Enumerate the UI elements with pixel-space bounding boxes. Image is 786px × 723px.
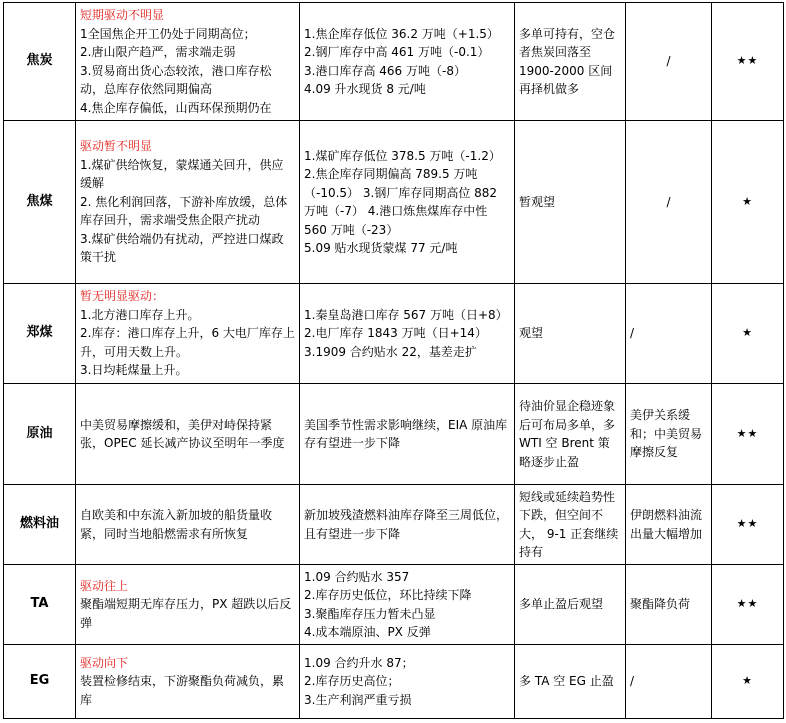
driver-cell [76,384,300,485]
commodity-name: 燃料油 [4,485,76,565]
rating-stars: ★ [712,645,784,719]
inventory-line: 4.09 升水现货 8 元/吨 [304,82,426,96]
inventory-line: 2.库存历史低位，环比持续下降 [304,588,472,602]
single-strategy: 待油价显企稳迹象后可布局多单，多 WTI 空 Brent 策略逐步止盈 [515,384,626,485]
factor-line: 3.煤矿供给端仍有扰动，严控进口煤政策干扰 [80,231,284,265]
factor-line: 2. 焦化利润回落，下游补库放缓，总体库存回升，需求端受焦企限产扰动 [80,194,288,228]
factor-line: 4.焦企库存偏低，山西环保预期仍在 [80,100,272,115]
inventory-cell [300,384,515,485]
table-row [4,565,784,645]
driver-label: 暂无明显驱动： [80,289,165,304]
rating-stars: ★★ [712,485,784,565]
factor-line: 自欧美和中东流入新加坡的船货量收紧，同时当地船燃需求有所恢复 [80,508,273,541]
inventory-line: 1.09 合约贴水 357 [304,569,410,584]
driver-cell [76,284,300,384]
factor-line: 1全国焦企开工仍处于同期高位； [80,26,256,41]
factor-line: 装置检修结束，下游聚酯负荷减负，累库 [80,674,285,707]
rating-stars: ★★ [712,384,784,485]
commodity-name: 焦炭 [4,3,76,121]
single-strategy: 多 TA 空 EG 止盈 [515,645,626,719]
factor-line: 1.煤矿供给恢复，蒙煤通关回升，供应缓解 [80,157,284,191]
inventory-line: 3.生产利润严重亏损 [304,692,412,707]
factor-line: 2.库存：港口库存上升，6 大电厂库存上升，可用天数上升。 [80,326,295,359]
commodity-name: EG [4,645,76,719]
inventory-line: 1.煤矿库存低位 378.5 万吨（-1.2） [304,148,501,163]
arbitrage-strategy: / [626,3,712,121]
inventory-cell [300,121,515,284]
table-row [4,384,784,485]
arbitrage-strategy: / [626,284,712,384]
arbitrage-strategy: / [626,121,712,284]
inventory-line: 3.港口库存高 466 万吨（-8） [304,63,466,78]
driver-cell [76,645,300,719]
single-strategy: 多单可持有，空仓者焦炭回落至 1900-2000 区间再择机做多 [515,3,626,121]
inventory-line: 5.09 贴水现货蒙煤 77 元/吨 [304,241,458,255]
table-row [4,121,784,284]
inventory-line: 1.秦皇岛港口库存 567 万吨（日+8） [304,307,508,322]
factor-line: 聚酯端短期无库存压力，PX 超跌以后反弹 [80,597,292,630]
commodity-name: 原油 [4,384,76,485]
driver-cell [76,565,300,645]
arbitrage-strategy: 聚酯降负荷 [626,565,712,645]
inventory-cell [300,565,515,645]
inventory-line: 3.1909 合约贴水 22，基差走扩 [304,344,477,359]
inventory-line: 4.成本端原油、PX 反弹 [304,625,431,639]
commodity-name: TA [4,565,76,645]
arbitrage-strategy: 美伊关系缓和；中美贸易摩擦反复 [626,384,712,485]
inventory-line: 美国季节性需求影响继续，EIA 原油库存有望进一步下降 [304,417,508,450]
driver-cell [76,3,300,121]
driver-label: 驱动往上 [80,578,129,593]
driver-label: 驱动向下 [80,655,129,670]
single-strategy: 短线或延续趋势性下跌，但空间不大， 9-1 正套继续持有 [515,485,626,565]
factor-line: 1.北方港口库存上升。 [80,307,200,322]
inventory-line: 2.钢厂库存中高 461 万吨（-0.1） [304,45,490,59]
inventory-line: 2.电厂库存 1843 万吨（日+14） [304,326,487,341]
inventory-line: 3.聚酯库存压力暂未凸显 [304,606,436,621]
single-strategy: 暂观望 [515,121,626,284]
strategy-table [3,2,784,719]
inventory-cell [300,3,515,121]
commodity-name: 焦煤 [4,121,76,284]
inventory-line: 1.焦企库存低位 36.2 万吨（+1.5） [304,26,499,41]
inventory-cell [300,284,515,384]
inventory-line: 新加坡残渣燃料油库存降至三周低位，且有望进一步下降 [304,508,509,541]
inventory-line: 2.焦企库存同期偏高 789.5 万吨（-10.5） 3.钢厂库存同期高位 882 万吨（-7） 4.港口炼焦煤库存中性 560 万吨（-23） [304,167,498,237]
rating-stars: ★★ [712,3,784,121]
inventory-cell [300,485,515,565]
commodity-name: 郑煤 [4,284,76,384]
table-row [4,645,784,719]
factor-line: 3.贸易商出货心态较浓，港口库存松动，总库存依然同期偏高 [80,63,272,96]
single-strategy: 多单止盈后观望 [515,565,626,645]
driver-cell [76,485,300,565]
table-row [4,485,784,565]
arbitrage-strategy: / [626,645,712,719]
inventory-line: 1.09 合约升水 87； [304,655,414,670]
table-row [4,3,784,121]
factor-line: 3.日均耗煤量上升。 [80,363,188,378]
driver-cell [76,121,300,284]
driver-label: 短期驱动不明显 [80,8,165,22]
rating-stars: ★★ [712,565,784,645]
factor-line: 2.唐山限产趋严，需求端走弱 [80,45,236,59]
single-strategy: 观望 [515,284,626,384]
inventory-cell [300,645,515,719]
factor-line: 中美贸易摩擦缓和，美伊对峙保持紧张，OPEC 延长减产协议至明年一季度 [80,417,285,450]
rating-stars: ★ [712,284,784,384]
arbitrage-strategy: 伊朗燃料油流出量大幅增加 [626,485,712,565]
table-row [4,284,784,384]
driver-label: 驱动暂不明显 [80,139,153,154]
rating-stars: ★ [712,121,784,284]
inventory-line: 2.库存历史高位； [304,674,400,689]
